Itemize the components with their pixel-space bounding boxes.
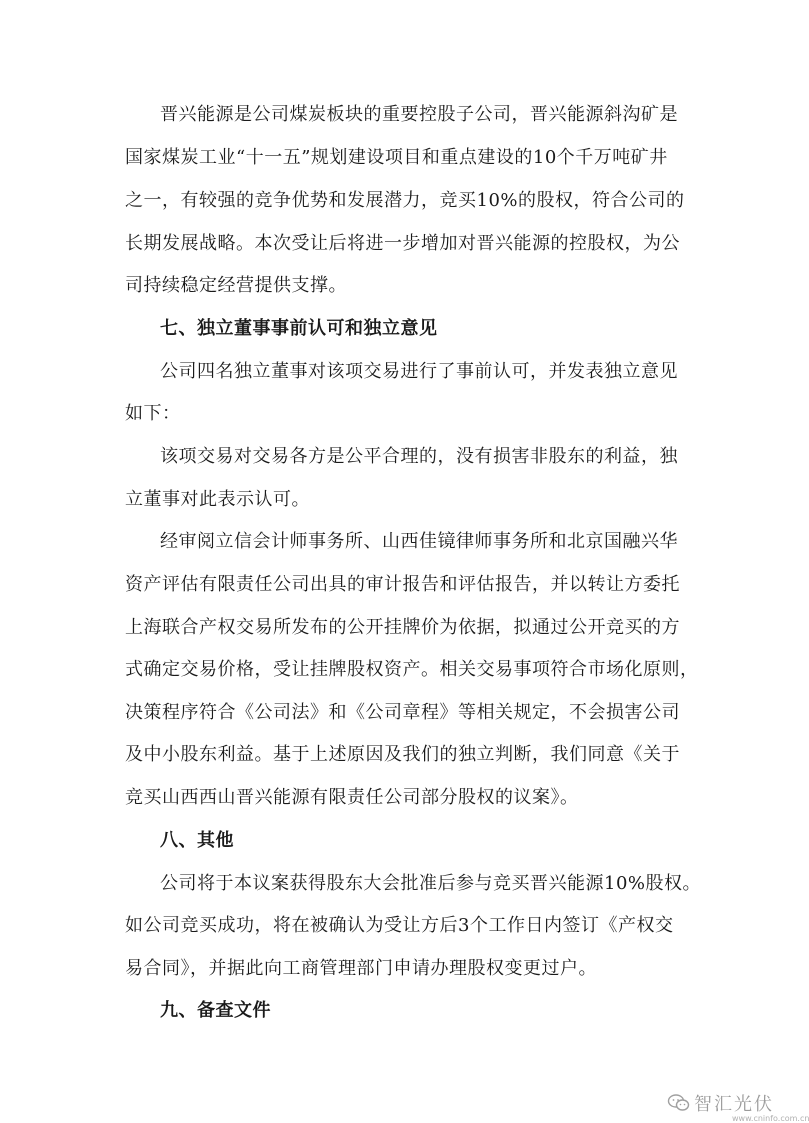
paragraph-line: 晋兴能源是公司煤炭板块的重要控股子公司，晋兴能源斜沟矿是: [160, 104, 678, 125]
paragraph-line: 长期发展战略。本次受让后将进一步增加对晋兴能源的控股权，为公: [125, 233, 680, 254]
paragraph-line: 及中小股东利益。基于上述原因及我们的独立判断，我们同意《关于: [125, 744, 680, 765]
paragraph-line: 上海联合产权交易所发布的公开挂牌价为依据，拟通过公开竞买的方: [125, 617, 680, 638]
wechat-icon: [668, 1094, 690, 1112]
paragraph-line: 立董事对此表示认可。: [125, 489, 310, 510]
paragraph-line: 公司将于本议案获得股东大会批准后参与竞买晋兴能源10%股权。: [160, 873, 702, 894]
paragraph-line: 决策程序符合《公司法》和《公司章程》等相关规定，不会损害公司: [125, 702, 680, 723]
paragraph-line: 司持续稳定经营提供支撑。: [125, 275, 347, 296]
watermark-text: 智汇光伏: [694, 1094, 774, 1115]
paragraph-line: 公司四名独立董事对该项交易进行了事前认可，并发表独立意见: [160, 361, 678, 382]
paragraph-line: 之一，有较强的竞争优势和发展潜力，竞买10%的股权，符合公司的: [125, 190, 685, 211]
paragraph-line: 该项交易对交易各方是公平合理的，没有损害非股东的利益，独: [160, 446, 678, 467]
paragraph-line: 如下：: [125, 403, 181, 424]
watermark-url: www.cninfo.com.cn: [732, 1114, 809, 1123]
section-heading-8: 八、其他: [160, 830, 234, 851]
paragraph-line: 如公司竞买成功，将在被确认为受让方后3个工作日内签订《产权交: [125, 915, 674, 936]
paragraph-line: 资产评估有限责任公司出具的审计报告和评估报告，并以转让方委托: [125, 574, 680, 595]
paragraph-line: 式确定交易价格，受让挂牌股权资产。相关交易事项符合市场化原则，: [125, 659, 699, 680]
watermark: [668, 1090, 809, 1123]
paragraph-line: 易合同》，并据此向工商管理部门申请办理股权变更过户。: [125, 958, 597, 979]
section-heading-7: 七、独立董事事前认可和独立意见: [160, 318, 438, 339]
paragraph-line: 竞买山西西山晋兴能源有限责任公司部分股权的议案》。: [125, 787, 579, 808]
section-heading-9: 九、备查文件: [160, 1000, 271, 1021]
paragraph-line: 经审阅立信会计师事务所、山西佳镜律师事务所和北京国融兴华: [160, 531, 678, 552]
paragraph-line: 国家煤炭工业“十一五”规划建设项目和重点建设的10个千万吨矿井: [125, 147, 668, 168]
